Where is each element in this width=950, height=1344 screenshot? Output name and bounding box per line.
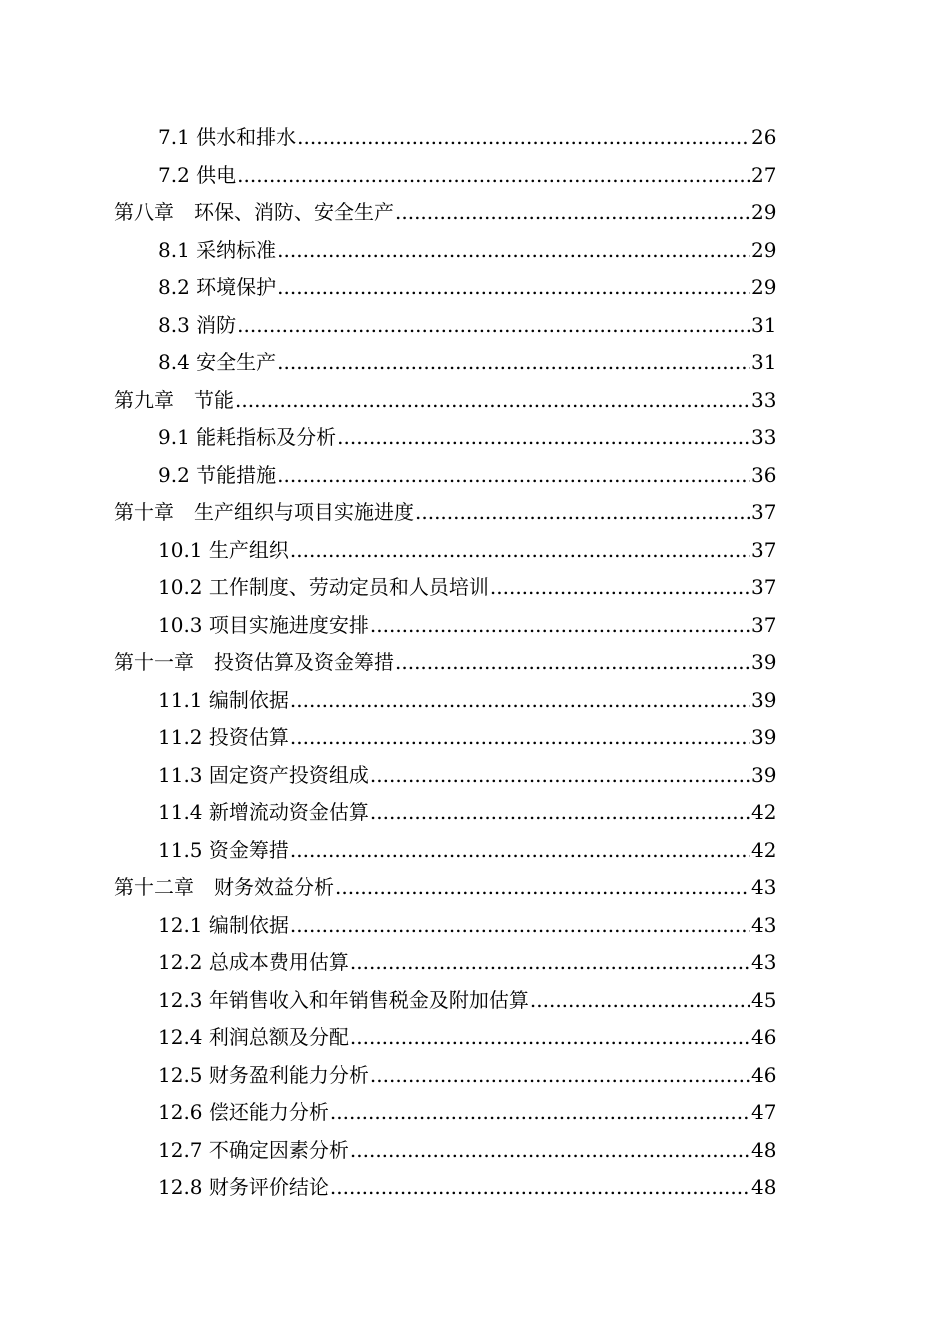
toc-entry-label: 11.3 固定资产投资组成: [158, 762, 369, 787]
toc-page-number: 43: [751, 950, 777, 974]
toc-page-number: 39: [751, 687, 777, 712]
toc-entry-label: 第十一章 投资估算及资金筹措: [114, 650, 394, 674]
toc-entry-label: 12.6 偿还能力分析: [158, 1100, 329, 1124]
toc-entry-label: 12.2 总成本费用估算: [158, 950, 349, 974]
toc-entry-label: 12.7 不确定因素分析: [158, 1137, 349, 1162]
toc-entry-label: 12.5 财务盈利能力分析: [158, 1062, 369, 1087]
toc-dot-leader: [490, 569, 750, 607]
toc-section-entry[interactable]: [0, 607, 950, 645]
toc-section-entry[interactable]: [0, 269, 950, 307]
toc-section-entry[interactable]: [0, 1132, 950, 1170]
toc-dot-leader: [290, 832, 750, 870]
toc-page-number: 39: [751, 762, 777, 787]
toc-entry-label: 12.8 财务评价结论: [158, 1175, 329, 1199]
toc-page-number: 27: [751, 162, 777, 187]
toc-page-number: 29: [751, 275, 777, 299]
toc-dot-leader: [330, 1094, 750, 1132]
toc-entry-label: 7.1 供水和排水: [158, 125, 297, 149]
toc-entry-label: 8.2 环境保护: [158, 275, 277, 299]
toc-section-entry[interactable]: [0, 307, 950, 345]
toc-entry-label: 12.1 编制依据: [158, 912, 289, 937]
toc-dot-leader: [237, 307, 750, 345]
toc-section-entry[interactable]: [0, 232, 950, 270]
toc-dot-leader: [370, 1057, 750, 1095]
toc-section-entry[interactable]: [0, 569, 950, 607]
toc-dot-leader: [330, 1169, 750, 1207]
toc-section-entry[interactable]: [0, 1094, 950, 1132]
toc-entry-label: 7.2 供电: [158, 162, 237, 187]
toc-section-entry[interactable]: [0, 832, 950, 870]
toc-page-number: 33: [751, 425, 777, 449]
toc-page-number: 36: [751, 462, 777, 487]
toc-chapter-entry[interactable]: [0, 382, 950, 420]
toc-chapter-entry[interactable]: [0, 869, 950, 907]
toc-page-number: 45: [751, 987, 777, 1012]
toc-dot-leader: [350, 1132, 750, 1170]
toc-dot-leader: [395, 644, 750, 682]
toc-section-entry[interactable]: [0, 532, 950, 570]
toc-section-entry[interactable]: [0, 119, 950, 157]
toc-dot-leader: [350, 944, 750, 982]
toc-page-number: 39: [751, 725, 777, 749]
toc-page-number: 33: [751, 387, 777, 412]
toc-dot-leader: [370, 757, 750, 795]
toc-page-number: 31: [751, 350, 777, 374]
toc-dot-leader: [415, 494, 750, 532]
toc-page-number: 37: [751, 612, 777, 637]
toc-page-number: 42: [751, 837, 777, 862]
toc-entry-label: 10.3 项目实施进度安排: [158, 612, 369, 637]
toc-page-number: 46: [751, 1025, 777, 1049]
toc-section-entry[interactable]: [0, 457, 950, 495]
toc-dot-leader: [237, 157, 750, 195]
toc-section-entry[interactable]: [0, 907, 950, 945]
toc-dot-leader: [395, 194, 750, 232]
toc-dot-leader: [290, 907, 750, 945]
toc-entry-label: 11.5 资金筹措: [158, 837, 289, 862]
toc-entry-label: 第十二章 财务效益分析: [114, 875, 334, 899]
toc-entry-label: 9.1 能耗指标及分析: [158, 425, 337, 449]
toc-dot-leader: [277, 344, 750, 382]
toc-page-number: 37: [751, 575, 777, 599]
toc-dot-leader: [350, 1019, 750, 1057]
toc-chapter-entry[interactable]: [0, 194, 950, 232]
toc-page-number: 29: [751, 237, 777, 262]
toc-page-number: 48: [751, 1175, 777, 1199]
toc-entry-label: 12.3 年销售收入和年销售税金及附加估算: [158, 987, 529, 1012]
toc-chapter-entry[interactable]: [0, 644, 950, 682]
toc-dot-leader: [530, 982, 750, 1020]
toc-page-number: 48: [751, 1137, 777, 1162]
toc-section-entry[interactable]: [0, 419, 950, 457]
toc-page-number: 43: [751, 875, 777, 899]
toc-page-number: 43: [751, 912, 777, 937]
toc-entry-label: 11.1 编制依据: [158, 687, 289, 712]
toc-page-number: 47: [751, 1100, 777, 1124]
toc-section-entry[interactable]: [0, 1169, 950, 1207]
toc-page-number: 31: [751, 312, 777, 337]
toc-entry-label: 9.2 节能措施: [158, 462, 277, 487]
toc-section-entry[interactable]: [0, 1057, 950, 1095]
toc-dot-leader: [297, 119, 750, 157]
toc-dot-leader: [370, 607, 750, 645]
toc-chapter-entry[interactable]: [0, 494, 950, 532]
toc-dot-leader: [277, 232, 750, 270]
toc-entry-label: 第八章 环保、消防、安全生产: [114, 200, 394, 224]
toc-section-entry[interactable]: [0, 982, 950, 1020]
toc-page-number: 42: [751, 800, 777, 824]
toc-entry-label: 12.4 利润总额及分配: [158, 1025, 349, 1049]
toc-section-entry[interactable]: [0, 344, 950, 382]
toc-page-number: 37: [751, 537, 777, 562]
toc-entry-label: 8.4 安全生产: [158, 350, 277, 374]
toc-entry-label: 第九章 节能: [114, 387, 234, 412]
toc-section-entry[interactable]: [0, 682, 950, 720]
toc-page-number: 46: [751, 1062, 777, 1087]
toc-dot-leader: [290, 682, 750, 720]
toc-dot-leader: [277, 457, 750, 495]
toc-page-number: 39: [751, 650, 777, 674]
toc-dot-leader: [235, 382, 750, 420]
toc-section-entry[interactable]: [0, 757, 950, 795]
toc-section-entry[interactable]: [0, 794, 950, 832]
toc-section-entry[interactable]: [0, 157, 950, 195]
toc-entry-label: 11.2 投资估算: [158, 725, 289, 749]
toc-dot-leader: [337, 419, 750, 457]
toc-dot-leader: [290, 719, 750, 757]
toc-dot-leader: [335, 869, 750, 907]
toc-entry-label: 10.2 工作制度、劳动定员和人员培训: [158, 575, 489, 599]
toc-entry-label: 8.3 消防: [158, 312, 237, 337]
toc-page-number: 29: [751, 200, 777, 224]
toc-page-number: 26: [751, 125, 777, 149]
toc-page-number: 37: [751, 500, 777, 524]
toc-entry-label: 11.4 新增流动资金估算: [158, 800, 369, 824]
toc-entry-label: 第十章 生产组织与项目实施进度: [114, 500, 414, 524]
toc-dot-leader: [290, 532, 750, 570]
toc-dot-leader: [370, 794, 750, 832]
toc-section-entry[interactable]: [0, 719, 950, 757]
toc-section-entry[interactable]: [0, 944, 950, 982]
toc-section-entry[interactable]: [0, 1019, 950, 1057]
toc-entry-label: 8.1 采纳标准: [158, 237, 277, 262]
table-of-contents: [0, 119, 950, 1207]
toc-entry-label: 10.1 生产组织: [158, 537, 289, 562]
toc-dot-leader: [277, 269, 750, 307]
